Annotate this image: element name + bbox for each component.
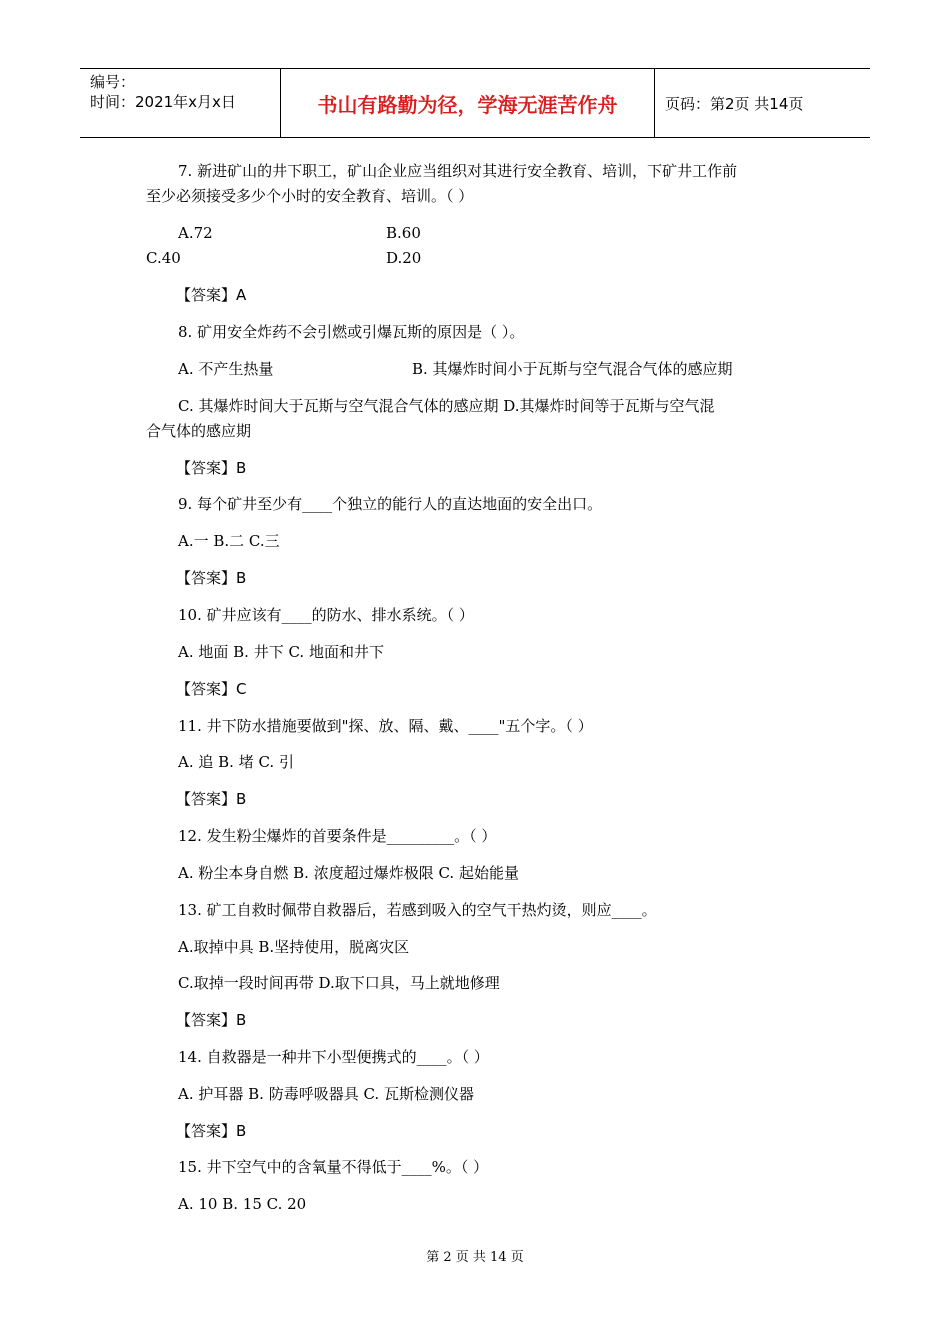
q10-question: 10. 矿井应该有____的防水、排水系统。（ ） (178, 606, 474, 624)
q11-options: A. 追 B. 堵 C. 引 (178, 753, 294, 771)
q7-line2: 至少必须接受多少个小时的安全教育、培训。（ ） (146, 187, 474, 205)
q7-option-a: A.72 (178, 224, 213, 242)
q12-question: 12. 发生粉尘爆炸的首要条件是_________。（ ） (178, 827, 497, 845)
number-label: 编号： (90, 73, 136, 91)
q10-answer: 【答案】C (176, 680, 247, 698)
q7-option-c: C.40 (146, 249, 181, 267)
q13-answer: 【答案】B (176, 1011, 247, 1029)
q14-answer: 【答案】B (176, 1122, 247, 1140)
q8-option-a: A. 不产生热量 (178, 360, 274, 378)
header-motto: 书山有路勤为径，学海无涯苦作舟 (281, 69, 655, 137)
q14-question: 14. 自救器是一种井下小型便携式的____。（ ） (178, 1048, 489, 1066)
q15-question: 15. 井下空气中的含氧量不得低于____%。（ ） (178, 1158, 489, 1176)
header-meta (80, 69, 281, 137)
q8-option-d-cont: 合气体的感应期 (146, 422, 252, 440)
q13-options-ab: A.取掉中具 B.坚持使用，脱离灾区 (178, 938, 410, 956)
q15-options: A. 10 B. 15 C. 20 (178, 1195, 307, 1213)
q9-answer: 【答案】B (176, 569, 247, 587)
q7-line1: 7. 新进矿山的井下职工，矿山企业应当组织对其进行安全教育、培训，下矿井工作前 (178, 162, 738, 180)
page-header (80, 68, 870, 138)
q8-option-b: B. 其爆炸时间小于瓦斯与空气混合气体的感应期 (412, 360, 733, 378)
q10-options: A. 地面 B. 井下 C. 地面和井下 (178, 643, 384, 661)
q11-question: 11. 井下防水措施要做到"探、放、隔、戴、____"五个字。（ ） (178, 717, 593, 735)
q8-answer: 【答案】B (176, 459, 247, 477)
q9-question: 9. 每个矿井至少有____个独立的能行人的直达地面的安全出口。 (178, 495, 603, 513)
q9-options: A.一 B.二 C.三 (178, 532, 280, 550)
q7-option-d: D.20 (386, 249, 422, 267)
q8-option-cd: C. 其爆炸时间大于瓦斯与空气混合气体的感应期 D.其爆炸时间等于瓦斯与空气混 (178, 397, 715, 415)
q13-options-cd: C.取掉一段时间再带 D.取下口具，马上就地修理 (178, 974, 500, 992)
q7-answer: 【答案】A (176, 286, 247, 304)
page-info: 页码：第2页 共14页 (665, 95, 804, 113)
q8-question: 8. 矿用安全炸药不会引燃或引爆瓦斯的原因是（ ）。 (178, 323, 525, 341)
q13-question: 13. 矿工自救时佩带自救器后，若感到吸入的空气干热灼烫，则应____。 (178, 901, 657, 919)
date-label: 时间：2021年x月x日 (90, 93, 236, 111)
q7-option-b: B.60 (386, 224, 421, 242)
q14-options: A. 护耳器 B. 防毒呼吸器具 C. 瓦斯检测仪器 (178, 1085, 474, 1103)
q12-options: A. 粉尘本身自燃 B. 浓度超过爆炸极限 C. 起始能量 (178, 864, 519, 882)
page-footer: 第 2 页 共 14 页 (426, 1250, 524, 1265)
q11-answer: 【答案】B (176, 790, 247, 808)
